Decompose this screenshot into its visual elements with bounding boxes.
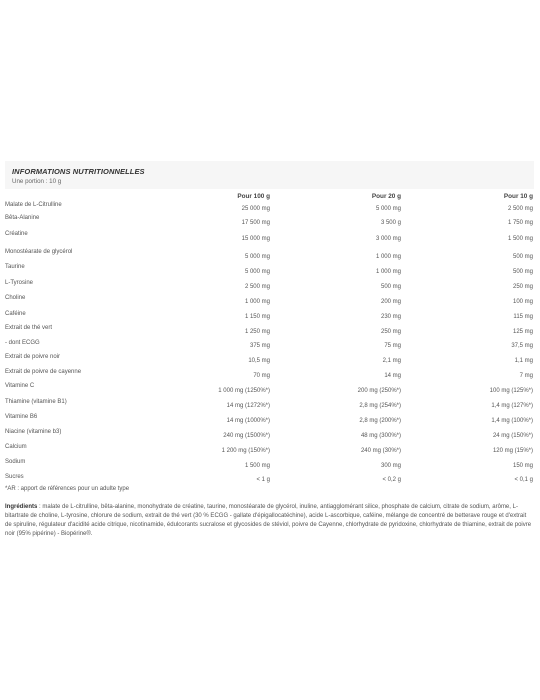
row-value: 75 mg <box>384 343 401 349</box>
row-value: 24 mg (150%*) <box>492 433 533 439</box>
row-value: 100 mg <box>512 299 533 305</box>
row-value: 250 mg <box>380 329 401 335</box>
row-value: 375 mg <box>249 343 270 349</box>
page-title: INFORMATIONS NUTRITIONNELLES <box>12 167 145 176</box>
row-value: 5 000 mg <box>244 254 270 260</box>
row-value: 125 mg <box>512 329 533 335</box>
row-value: 250 mg <box>512 284 533 290</box>
row-value: 2 500 mg <box>507 206 533 212</box>
row-label: Extrait de poivre de cayenne <box>5 369 82 375</box>
row-label: - dont ECGG <box>5 340 40 346</box>
row-label: Sucres <box>5 474 24 480</box>
column-header-10g: Pour 10 g <box>503 193 533 200</box>
footnote: *AR : apport de références pour un adulte type <box>5 486 130 492</box>
row-value: 1 750 mg <box>507 220 533 226</box>
row-value: 1 000 mg (1250%*) <box>218 388 270 394</box>
column-header-20g: Pour 20 g <box>371 193 401 200</box>
row-value: 1 000 mg <box>244 299 270 305</box>
row-label: Niacine (vitamine b3) <box>5 429 62 435</box>
row-value: 1 150 mg <box>244 314 270 320</box>
row-value: 240 mg (30%*) <box>360 448 401 454</box>
row-value: 3 500 g <box>380 220 401 226</box>
row-label: Monostéarate de glycérol <box>5 249 73 255</box>
row-value: 17 500 mg <box>241 220 270 226</box>
row-value: 70 mg <box>253 373 270 379</box>
row-label: Malate de L-Citrulline <box>5 202 62 208</box>
row-label: Thiamine (vitamine B1) <box>5 399 67 405</box>
row-value: 2 500 mg <box>244 284 270 290</box>
ingredients-label: Ingrédients <box>5 504 38 510</box>
row-value: 37,5 mg <box>511 343 533 349</box>
ingredients-text: : malate de L-citrulline, bêta-alanine, monohydrate de créatine, taurine, monostéarate de glycérol, inuline, antiagglomérant silice, phosphate de calcium, citrate de sodium, arôme, L-bitartrate de choline, L-tyrosine, chlorure de sodium, extrait de thé vert (30 % ECGG - gallate d'épigallocatéchine), acide L-ascorbique, caféine, mélange de concentré de betterave rouge et d'extrait de spiruline, régulateur d'acidité acide citrique, nicotinamide, édulcorants sucralose et glycosides de stéviol, poivre de Cayenne, chlorhydrate de pyridoxine, chlorhydrate de thiamine, extrait de poivre noir (95% pipérine) - Biopérine®. <box>5 504 532 537</box>
row-value: 1 200 mg (150%*) <box>221 448 270 454</box>
row-value: 15 000 mg <box>241 236 270 242</box>
row-value: 48 mg (300%*) <box>360 433 401 439</box>
row-label: Extrait de thé vert <box>5 325 53 331</box>
row-value: 240 mg (1500%*) <box>223 433 270 439</box>
row-label: Vitamine C <box>5 383 35 389</box>
row-value: 1 250 mg <box>244 329 270 335</box>
row-label: Bêta-Alanine <box>5 215 40 221</box>
row-value: 25 000 mg <box>241 206 270 212</box>
row-value: < 0,1 g <box>514 477 533 483</box>
row-value: 200 mg <box>380 299 401 305</box>
row-value: 230 mg <box>380 314 401 320</box>
row-value: 2,1 mg <box>382 358 401 364</box>
row-value: 1 000 mg <box>375 254 401 260</box>
row-label: Extrait de poivre noir <box>5 354 61 360</box>
row-label: Calcium <box>5 444 27 450</box>
row-value: 10,5 mg <box>248 358 270 364</box>
row-value: 5 000 mg <box>375 206 401 212</box>
row-label: Taurine <box>5 264 25 270</box>
row-label: L-Tyrosine <box>5 280 34 286</box>
row-value: 120 mg (15%*) <box>492 448 533 454</box>
row-value: 200 mg (250%*) <box>357 388 401 394</box>
row-value: 14 mg <box>384 373 401 379</box>
row-value: 3 000 mg <box>375 236 401 242</box>
ingredients <box>5 503 533 539</box>
row-value: 2,8 mg (200%*) <box>359 418 401 424</box>
row-value: 1,1 mg <box>514 358 533 364</box>
row-label: Choline <box>5 295 26 301</box>
row-value: 5 000 mg <box>244 269 270 275</box>
row-label: Sodium <box>5 459 26 465</box>
row-value: 500 mg <box>512 269 533 275</box>
row-value: 300 mg <box>380 463 401 469</box>
row-value: 7 mg <box>519 373 533 379</box>
row-value: 150 mg <box>512 463 533 469</box>
row-value: 1 500 mg <box>507 236 533 242</box>
row-value: < 1 g <box>256 477 270 483</box>
row-label: Créatine <box>5 231 28 237</box>
row-value: 14 mg (1272%*) <box>226 403 270 409</box>
row-value: < 0,2 g <box>382 477 401 483</box>
row-value: 500 mg <box>380 284 401 290</box>
row-value: 1 000 mg <box>375 269 401 275</box>
nutrition-header <box>5 161 534 189</box>
row-value: 1,4 mg (100%*) <box>491 418 533 424</box>
row-value: 500 mg <box>512 254 533 260</box>
row-label: Caféine <box>5 311 26 317</box>
column-header-100g: Pour 100 g <box>237 193 270 200</box>
row-label: Vitamine B6 <box>5 414 38 420</box>
row-value: 14 mg (1000%*) <box>226 418 270 424</box>
row-value: 100 mg (125%*) <box>489 388 533 394</box>
row-value: 1,4 mg (127%*) <box>491 403 533 409</box>
row-value: 1 500 mg <box>244 463 270 469</box>
row-value: 2,8 mg (254%*) <box>359 403 401 409</box>
row-value: 115 mg <box>513 314 533 320</box>
portion-size: Une portion : 10 g <box>12 178 62 185</box>
